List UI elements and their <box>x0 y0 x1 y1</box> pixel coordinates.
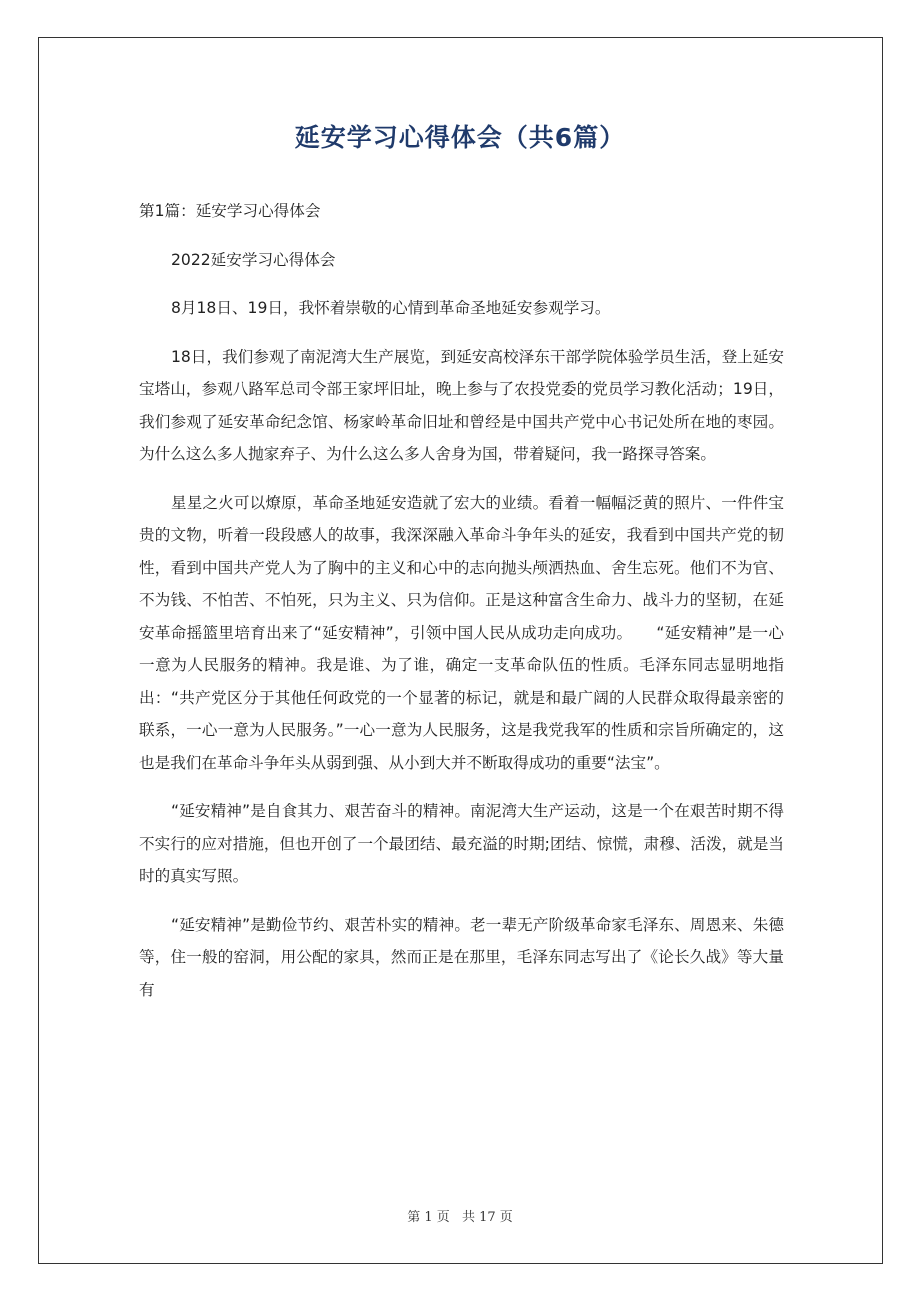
section-heading: 第1篇：延安学习心得体会 <box>139 202 321 220</box>
paragraph: “延安精神”是勤俭节约、艰苦朴实的精神。老一辈无产阶级革命家毛泽东、周恩来、朱德等，住一般的窑洞，用公配的家具，然而正是在那里，毛泽东同志写出了《论长久战》等大量有 <box>139 915 784 999</box>
page-total: 共 17 页 <box>461 1210 513 1225</box>
paragraph: “延安精神”是自食其力、艰苦奋斗的精神。南泥湾大生产运动，这是一个在艰苦时期不得不实行的应对措施，但也开创了一个最团结、最充溢的时期;团结、惊慌，肃穆、活泼，就是当时的真实写照。 <box>139 802 784 885</box>
page-number: 第 1 页 <box>407 1210 450 1225</box>
paragraph: 星星之火可以燎原，革命圣地延安造就了宏大的业绩。看着一幅幅泛黄的照片、一件件宝贵的文物，听着一段段感人的故事，我深深融入革命斗争年头的延安，我看到中国共产党的韧性，看到中国共产党人为了胸中的主义和心中的志向抛头颅洒热血、舍生忘死。他们不为官、不为钱、不怕苦、不怕死，只为主义、只为信仰。正是这种富含生命力、战斗力的坚韧，在延安革命摇篮里培育出来了“延安精神”，引领中国人民从成功走向成功。 “延安精神”是一心一意为人民服务的精神。我是谁、为了谁，确定一支革命队伍的性质。毛泽东同志显明地指出：“共产党区分于其他任何政党的一个显著的标记，就是和最广阔的人民群众取得最亲密的联系，一心一意为人民服务。”一心一意为人民服务，这是我党我军的性质和宗旨所确定的，这也是我们在革命斗争年头从弱到强、从小到大并不断取得成功的重要“法宝”。 <box>139 493 784 772</box>
paragraph: 8月18日、19日，我怀着崇敬的心情到革命圣地延安参观学习。 <box>171 299 611 317</box>
document-title: 延安学习心得体会（共6篇） <box>294 123 626 152</box>
paragraph: 2022延安学习心得体会 <box>171 250 336 269</box>
document-body <box>139 195 784 1022</box>
paragraph: 18日，我们参观了南泥湾大生产展览，到延安高校泽东干部学院体验学员生活，登上延安宝塔山，参观八路军总司令部王家坪旧址，晚上参与了农投党委的党员学习教化活动；19日，我们参观了延安革命纪念馆、杨家岭革命旧址和曾经是中国共产党中心书记处所在地的枣园。为什么这么多人抛家弃子、为什么这么多人舍身为国，带着疑问，我一路探寻答案。 <box>139 347 784 463</box>
page-footer <box>0 1206 920 1225</box>
